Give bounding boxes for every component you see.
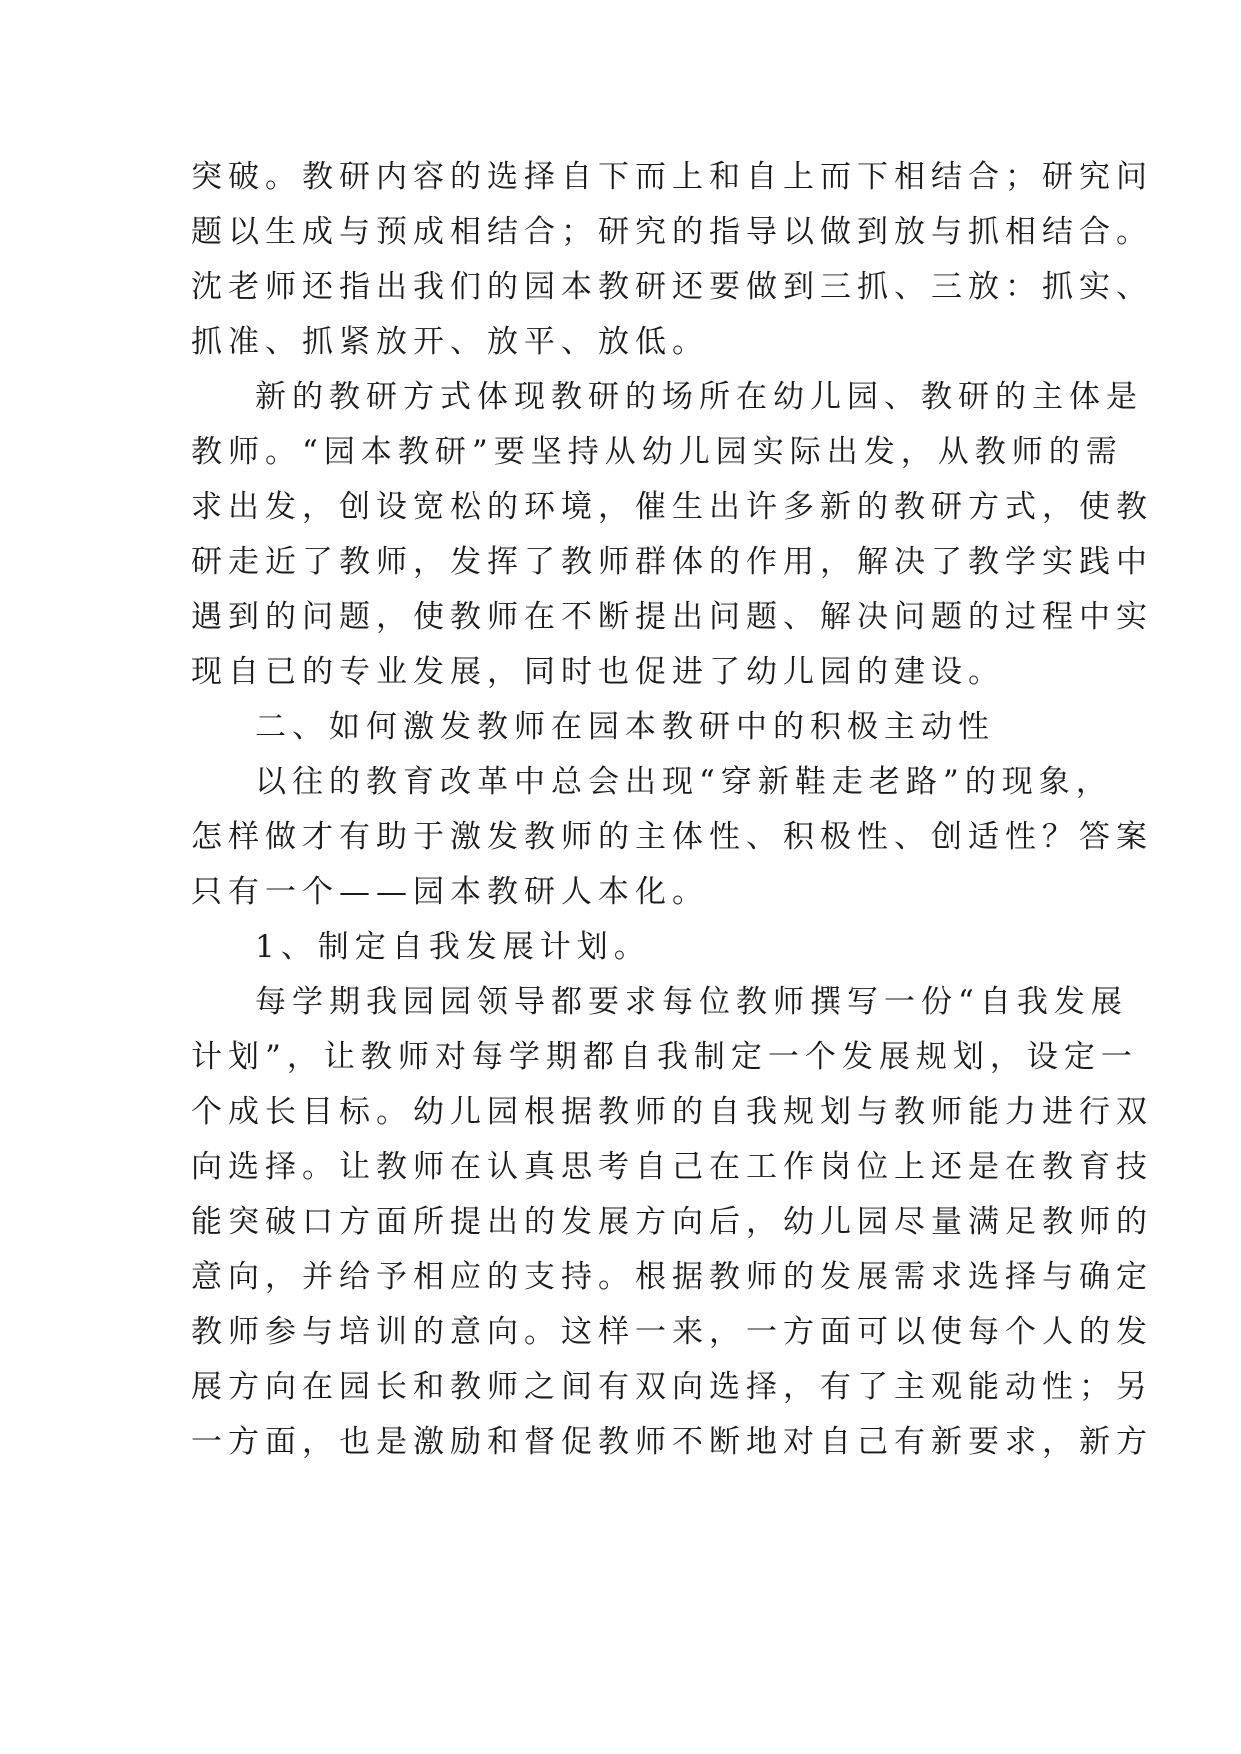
text-line: 能突破口方面所提出的发展方向后，幼儿园尽量满足教师的 <box>191 1204 1153 1240</box>
text-line: 遇到的问题，使教师在不断提出问题、解决问题的过程中实 <box>191 599 1153 635</box>
section-heading: 二、如何激发教师在园本教研中的积极主动性 <box>255 709 995 745</box>
text-line: 研走近了教师，发挥了教师群体的作用，解决了教学实践中 <box>191 544 1153 580</box>
text-line: 求出发，创设宽松的环境，催生出许多新的教研方式，使教 <box>191 489 1153 525</box>
subsection-heading: 1、制定自我发展计划。 <box>255 929 651 965</box>
text-line: 抓准、抓紧放开、放平、放低。 <box>191 324 709 360</box>
text-line: 怎样做才有助于激发教师的主体性、积极性、创适性？答案 <box>191 819 1153 855</box>
text-line: 计划”，让教师对每学期都自我制定一个发展规划，设定一 <box>191 1039 1138 1075</box>
text-line: 只有一个——园本教研人本化。 <box>191 874 709 910</box>
text-line: 意向，并给予相应的支持。根据教师的发展需求选择与确定 <box>191 1259 1153 1295</box>
paragraph-start-line: 每学期我园园领导都要求每位教师撰写一份“自我发展 <box>255 984 1128 1020</box>
body-text <box>191 150 1153 1470</box>
text-line: 现自已的专业发展，同时也促进了幼儿园的建设。 <box>191 654 1005 690</box>
text-line: 沈老师还指出我们的园本教研还要做到三抓、三放：抓实、 <box>191 269 1153 305</box>
text-line: 突破。教研内容的选择自下而上和自上而下相结合；研究问 <box>191 159 1153 195</box>
text-line: 教师。“园本教研”要坚持从幼儿园实际出发，从教师的需 <box>191 434 1123 470</box>
text-line: 展方向在园长和教师之间有双向选择，有了主观能动性；另 <box>191 1369 1153 1405</box>
paragraph-start-line: 新的教研方式体现教研的场所在幼儿园、教研的主体是 <box>255 379 1143 415</box>
paragraph-start-line: 以往的教育改革中总会出现“穿新鞋走老路”的现象， <box>255 764 1113 800</box>
text-line: 向选择。让教师在认真思考自己在工作岗位上还是在教育技 <box>191 1149 1153 1185</box>
text-line: 教师参与培训的意向。这样一来，一方面可以使每个人的发 <box>191 1314 1153 1350</box>
text-line: 个成长目标。幼儿园根据教师的自我规划与教师能力进行双 <box>191 1094 1153 1130</box>
text-line: 一方面，也是激励和督促教师不断地对自己有新要求，新方 <box>191 1424 1153 1460</box>
text-line: 题以生成与预成相结合；研究的指导以做到放与抓相结合。 <box>191 214 1153 250</box>
